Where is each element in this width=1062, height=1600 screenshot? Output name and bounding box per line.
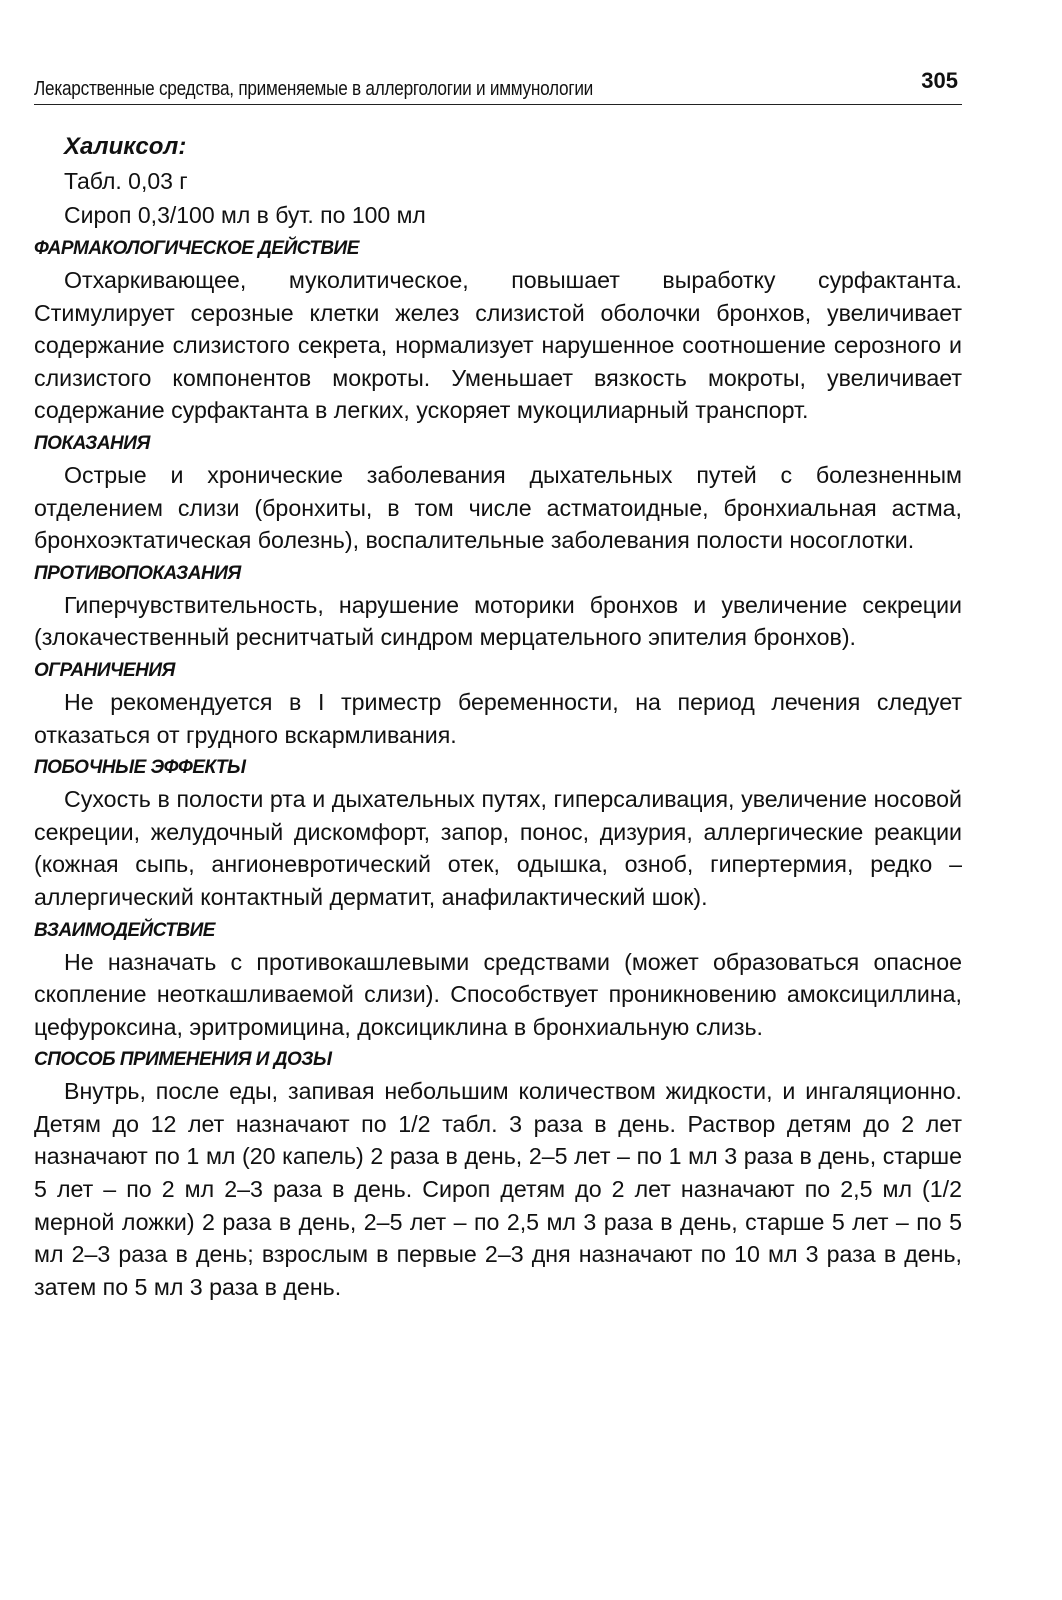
drug-name: Халиксол: bbox=[64, 133, 187, 160]
page-number: 305 bbox=[921, 68, 958, 93]
drug-form-tablet: Табл. 0,03 г bbox=[64, 168, 188, 194]
section-heading: ВЗАИМОДЕЙСТВИЕ bbox=[34, 919, 215, 941]
section-dosage bbox=[34, 1045, 962, 1303]
section-contraindications bbox=[34, 559, 962, 654]
section-side-effects bbox=[34, 753, 962, 913]
section-limitations bbox=[34, 656, 962, 751]
section-heading: ПОКАЗАНИЯ bbox=[34, 432, 150, 454]
section-pharmacology bbox=[34, 234, 962, 427]
section-indications bbox=[34, 429, 962, 557]
drug-form-syrup: Сироп 0,3/100 мл в бут. по 100 мл bbox=[64, 202, 426, 228]
section-text: Не назначать с противокашлевыми средствами (может образоваться опасное скопление неоткашливаемой слизи). Способствует проникновению амоксициллина, цефуроксина, эритромицина, доксициклина в бронхиальную слизь. bbox=[34, 948, 962, 1040]
section-text: Внутрь, после еды, запивая небольшим количеством жидкости, и ингаляционно. Детям до 12 лет назначают по 1/2 табл. 3 раза в день. Раствор детям до 2 лет назначают по 1 мл (20 капель) 2 раза в день, 2–5 лет – по 1 мл 3 раза в день, старше 5 лет – по 2 мл 2–3 раза в день. Сироп детям до 2 лет назначают по 2,5 мл (1/2 мерной ложки) 2 раза в день, 2–5 лет – по 2,5 мл 3 раза в день, старше 5 лет – по 5 мл 2–3 раза в день; взрослым в первые 2–3 дня назначают по 10 мл 3 раза в день, затем по 5 мл 3 раза в день. bbox=[34, 1078, 962, 1300]
section-heading: ОГРАНИЧЕНИЯ bbox=[34, 659, 175, 681]
section-interactions bbox=[34, 916, 962, 1044]
section-text: Отхаркивающее, муколитическое, повышает выработку сурфактанта. Стимулирует серозные клетки желез слизистой оболочки бронхов, увеличивает содержание слизистого секрета, нормализует нарушенное соотношение серозного и слизистого компонентов мокроты. Уменьшает вязкость мокроты, увеличивает содержание сурфактанта в легких, ускоряет мукоцилиарный транспорт. bbox=[34, 267, 962, 424]
section-text: Не рекомендуется в I триместр беременности, на период лечения следует отказаться от грудного вскармливания. bbox=[34, 688, 962, 748]
page-header bbox=[34, 64, 962, 105]
section-heading: ПОБОЧНЫЕ ЭФФЕКТЫ bbox=[34, 757, 246, 779]
running-title: Лекарственные средства, применяемые в аллергологии и иммунологии bbox=[34, 78, 594, 100]
section-heading: ФАРМАКОЛОГИЧЕСКОЕ ДЕЙСТВИЕ bbox=[34, 238, 359, 259]
section-heading: СПОСОБ ПРИМЕНЕНИЯ И ДОЗЫ bbox=[34, 1049, 332, 1071]
section-text: Гиперчувствительность, нарушение моторики бронхов и увеличение секреции (злокачественный реснитчатый синдром мерцательного эпителия бронхов). bbox=[34, 591, 962, 651]
section-text: Острые и хронические заболевания дыхательных путей с болезненным отделением слизи (бронхиты, в том числе астматоидные, бронхиальная астма, бронхоэктатическая болезнь), воспалительные заболевания полости носоглотки. bbox=[34, 461, 962, 554]
article-body bbox=[34, 130, 962, 1303]
section-text: Сухость в полости рта и дыхательных путях, гиперсаливация, увеличение носовой секреции, желудочный дискомфорт, запор, понос, дизурия, аллергические реакции (кожная сыпь, ангионевротический отек, одышка, озноб, гипертермия, редко – аллергический контактный дерматит, анафилактический шок). bbox=[34, 786, 962, 910]
section-heading: ПРОТИВОПОКАЗАНИЯ bbox=[34, 562, 241, 584]
